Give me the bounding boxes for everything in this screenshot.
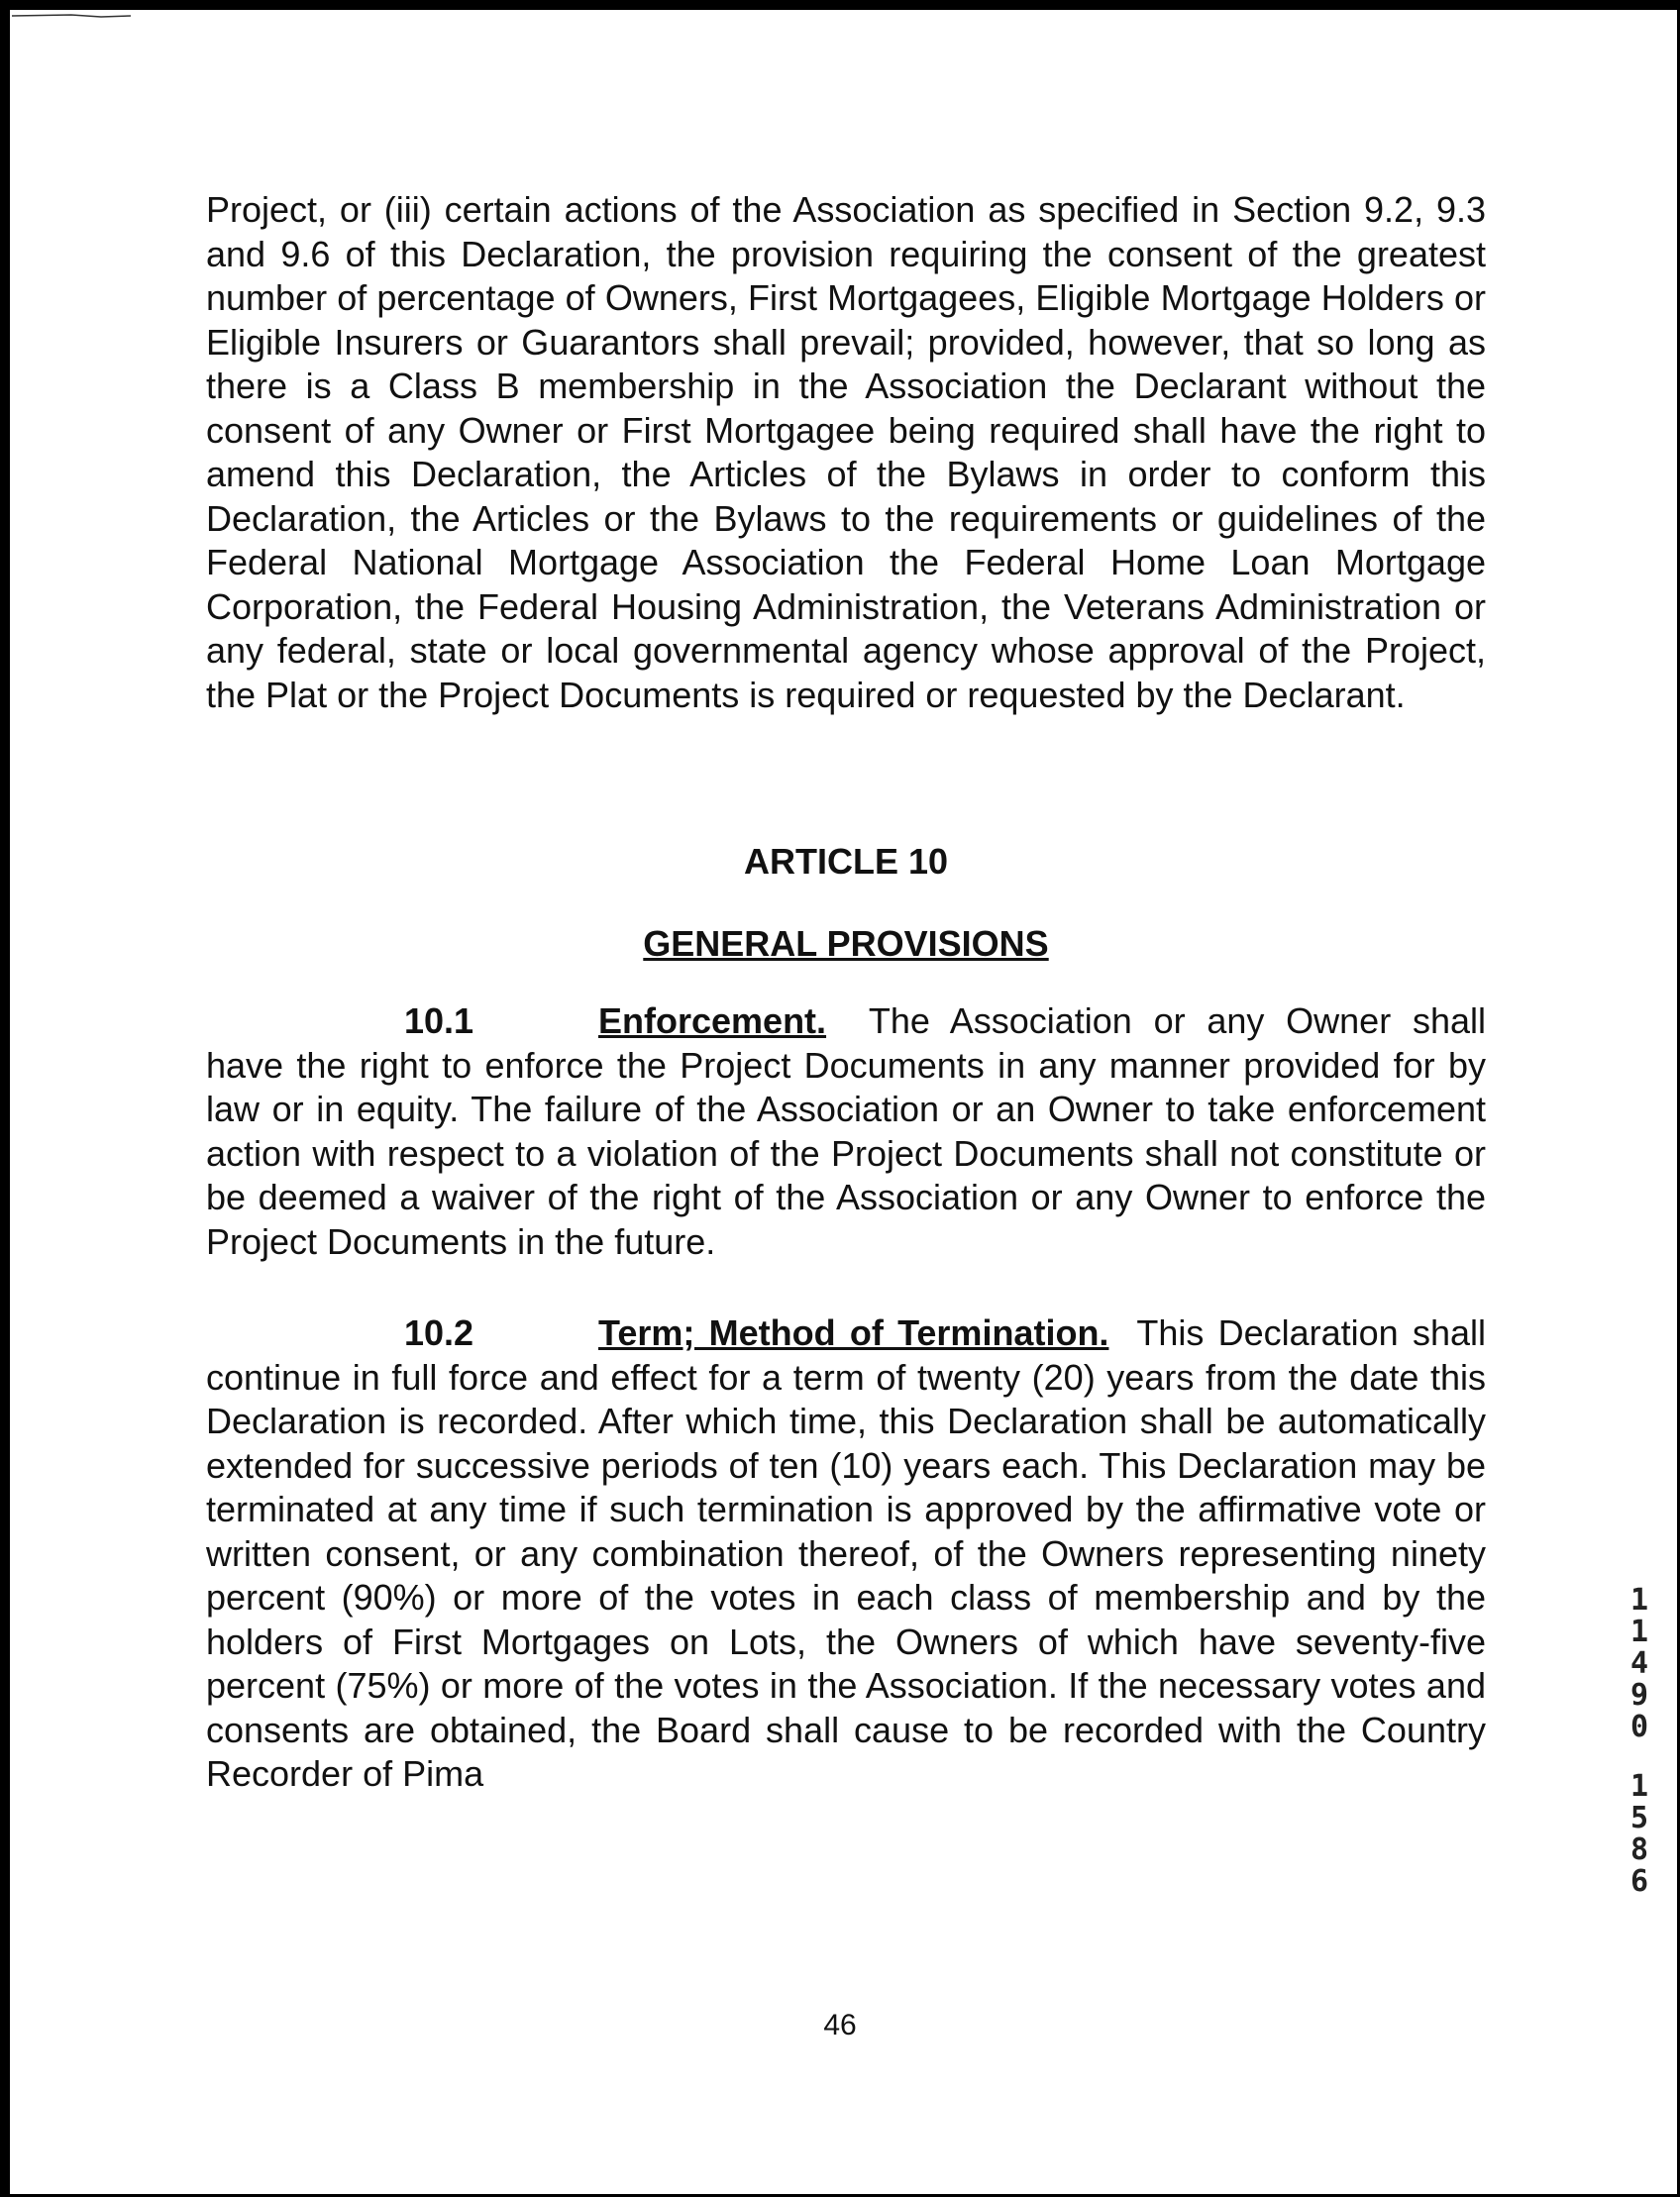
section-10-2 [206, 1311, 1486, 1797]
section-heading: Enforcement. [598, 1000, 827, 1041]
stamp-digit: 1 [1629, 1769, 1649, 1804]
document-body [206, 188, 1486, 1797]
article-title: ARTICLE 10 [743, 841, 949, 882]
section-10-1 [206, 999, 1486, 1264]
section-body: The Association or any Owner shall have the right to enforce the Project Documents in any manner provided for by law or in equity. The failure of the Association or an Owner to take enforcement action with respect to a violation of the Project Documents shall not constitute or be deemed a waiver of the right of the Association or any Owner to enforce the Project Documents in the future. [206, 1000, 1486, 1262]
stamp-docket-number [1625, 1585, 1654, 1743]
recording-stamp [1625, 1585, 1654, 1898]
scan-artifact-mark [12, 12, 131, 22]
stamp-digit: 9 [1629, 1678, 1649, 1713]
stamp-digit: 8 [1629, 1832, 1649, 1867]
stamp-digit: 1 [1629, 1615, 1649, 1649]
section-body: This Declaration shall continue in full force and effect for a term of twenty (20) years from the date this Declaration is recorded. After which time, this Declaration shall be automatically extended for successive periods of ten (10) years each. This Declaration may be terminated at any time if such termination is approved by the affirmative vote or written consent, or any combination thereof, of the Owners representing ninety percent (90%) or more of the votes in each class of membership and by the holders of First Mortgages on Lots, the Owners of which have seventy-five percent (75%) or more of the votes in the Association. If the necessary votes and consents are obtained, the Board shall cause to be recorded with the Country Recorder of Pima [206, 1312, 1486, 1794]
section-number: 10.2 [404, 1312, 474, 1353]
page-number: 46 [823, 2009, 857, 2041]
stamp-digit: 1 [1629, 1583, 1649, 1618]
stamp-digit: 4 [1629, 1646, 1649, 1681]
stamp-digit: 6 [1629, 1864, 1649, 1899]
continuation-paragraph: Project, or (iii) certain actions of the Association as specified in Section 9.2, 9.3 and 9.6 of this Declaration, the provision requiring the consent of the greatest number of percentage of Owners, First Mortgagees, Eligible Mortgage Holders or Eligible Insurers or Guarantors shall prevail; provided, however, that so long as there is a Class B membership in the Association the Declarant without the consent of any Owner or First Mortgagee being required shall have the right to amend this Declaration, the Articles of the Bylaws in order to conform this Declaration, the Articles or the Bylaws to the requirements or guidelines of the Federal National Mortgage Association the Federal Home Loan Mortgage Corporation, the Federal Housing Administration, the Veterans Administration or any federal, state or local governmental agency whose approval of the Project, the Plat or the Project Documents is required or requested by the Declarant. [206, 189, 1486, 715]
article-subtitle: GENERAL PROVISIONS [643, 922, 1049, 964]
section-heading: Term; Method of Termination. [598, 1312, 1109, 1353]
section-number: 10.1 [404, 1000, 474, 1041]
stamp-digit: 0 [1629, 1710, 1649, 1744]
stamp-digit: 5 [1629, 1801, 1649, 1835]
stamp-page-number [1625, 1771, 1654, 1898]
